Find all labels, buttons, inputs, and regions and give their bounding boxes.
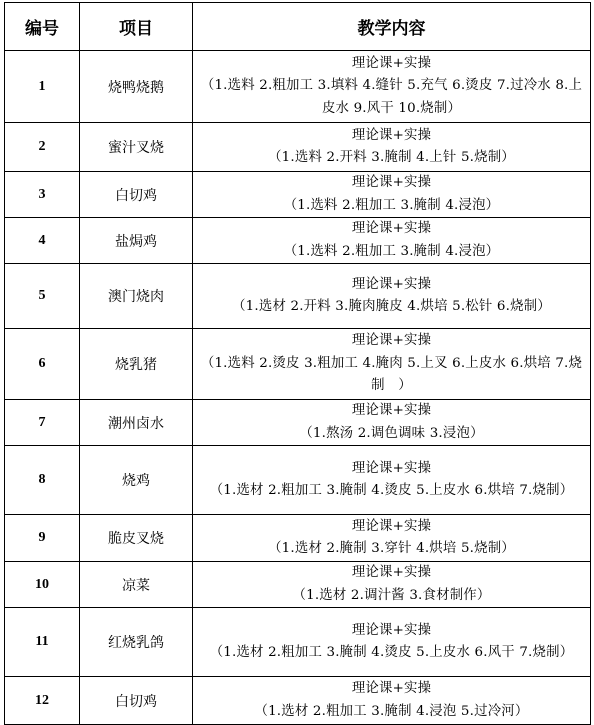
row-item: 蜜汁叉烧 xyxy=(80,123,193,172)
table-row xyxy=(5,677,591,725)
content-detail: （1.选料 2.粗加工 3.填料 4.缝针 5.充气 6.烫皮 7.过冷水 8.上皮水 9.风干 10.烧制） xyxy=(200,78,583,116)
content-type: 理论课+实操 xyxy=(351,565,432,580)
content-detail: （1.熬汤 2.调色调味 3.浸泡） xyxy=(299,425,484,441)
table-row xyxy=(5,51,591,123)
row-content xyxy=(193,264,591,329)
content-type: 理论课+实操 xyxy=(351,175,432,190)
content-detail: （1.选材 2.开料 3.腌肉腌皮 4.烘培 5.松针 6.烧制） xyxy=(232,299,551,314)
row-content xyxy=(193,608,591,677)
header-item: 项目 xyxy=(80,3,193,51)
row-number: 2 xyxy=(5,123,80,172)
content-type: 理论课+实操 xyxy=(351,403,432,418)
row-item: 白切鸡 xyxy=(80,677,193,725)
row-content xyxy=(193,677,591,725)
row-content xyxy=(193,123,591,172)
content-type: 理论课+实操 xyxy=(351,518,432,534)
table-row xyxy=(5,329,591,400)
row-content xyxy=(193,400,591,446)
content-type: 理论课+实操 xyxy=(351,460,432,476)
content-detail: （1.选材 2.粗加工 3.腌制 4.烫皮 5.上皮水 6.烘培 7.烧制） xyxy=(209,483,574,498)
row-content xyxy=(193,515,591,562)
row-number: 7 xyxy=(5,400,80,446)
row-number: 10 xyxy=(5,562,80,608)
row-item: 红烧乳鸽 xyxy=(80,608,193,677)
table-row xyxy=(5,264,591,329)
row-number: 12 xyxy=(5,677,80,725)
row-item: 潮州卤水 xyxy=(80,400,193,446)
content-detail: （1.选材 2.粗加工 3.腌制 4.浸泡 5.过冷河） xyxy=(254,703,529,719)
content-type: 理论课+实操 xyxy=(351,333,432,349)
content-detail: （1.选材 2.粗加工 3.腌制 4.烫皮 5.上皮水 6.风干 7.烧制） xyxy=(209,645,574,660)
row-item: 盐焗鸡 xyxy=(80,218,193,264)
table-row xyxy=(5,400,591,446)
content-type: 理论课+实操 xyxy=(351,127,432,143)
table-row xyxy=(5,562,591,608)
row-content xyxy=(193,218,591,264)
content-detail: （1.选料 2.开料 3.腌制 4.上针 5.烧制） xyxy=(268,150,515,165)
row-number: 6 xyxy=(5,329,80,400)
table-row xyxy=(5,608,591,677)
row-item: 脆皮叉烧 xyxy=(80,515,193,562)
row-content xyxy=(193,51,591,123)
content-detail: （1.选料 2.粗加工 3.腌制 4.浸泡） xyxy=(283,197,500,213)
table-row xyxy=(5,218,591,264)
header-number: 编号 xyxy=(5,3,80,51)
content-type: 理论课+实操 xyxy=(351,276,432,292)
table-row xyxy=(5,123,591,172)
curriculum-table xyxy=(4,2,591,725)
content-detail: （1.选料 2.烫皮 3.粗加工 4.腌肉 5.上叉 6.上皮水 6.烘培 7.烧制 ） xyxy=(200,355,583,394)
row-number: 8 xyxy=(5,446,80,515)
row-content xyxy=(193,329,591,400)
content-type: 理论课+实操 xyxy=(351,681,432,696)
row-item: 澳门烧肉 xyxy=(80,264,193,329)
table-row xyxy=(5,172,591,218)
row-content xyxy=(193,562,591,608)
row-item: 凉菜 xyxy=(80,562,193,608)
table-row xyxy=(5,515,591,562)
row-number: 5 xyxy=(5,264,80,329)
content-detail: （1.选料 2.粗加工 3.腌制 4.浸泡） xyxy=(283,243,500,259)
row-content xyxy=(193,172,591,218)
row-number: 9 xyxy=(5,515,80,562)
row-item: 烧鸡 xyxy=(80,446,193,515)
content-detail: （1.选材 2.腌制 3.穿针 4.烘培 5.烧制） xyxy=(268,541,515,556)
header-content: 教学内容 xyxy=(193,3,591,51)
content-type: 理论课+实操 xyxy=(351,622,432,638)
content-type: 理论课+实操 xyxy=(351,221,432,236)
table-header-row xyxy=(5,3,591,51)
row-number: 1 xyxy=(5,51,80,123)
content-type: 理论课+实操 xyxy=(351,55,432,71)
row-content xyxy=(193,446,591,515)
row-item: 白切鸡 xyxy=(80,172,193,218)
table-row xyxy=(5,446,591,515)
row-item: 烧鸭烧鹅 xyxy=(80,51,193,123)
row-number: 3 xyxy=(5,172,80,218)
content-detail: （1.选材 2.调汁酱 3.食材制作） xyxy=(292,587,491,603)
row-item: 烧乳猪 xyxy=(80,329,193,400)
row-number: 11 xyxy=(5,608,80,677)
row-number: 4 xyxy=(5,218,80,264)
